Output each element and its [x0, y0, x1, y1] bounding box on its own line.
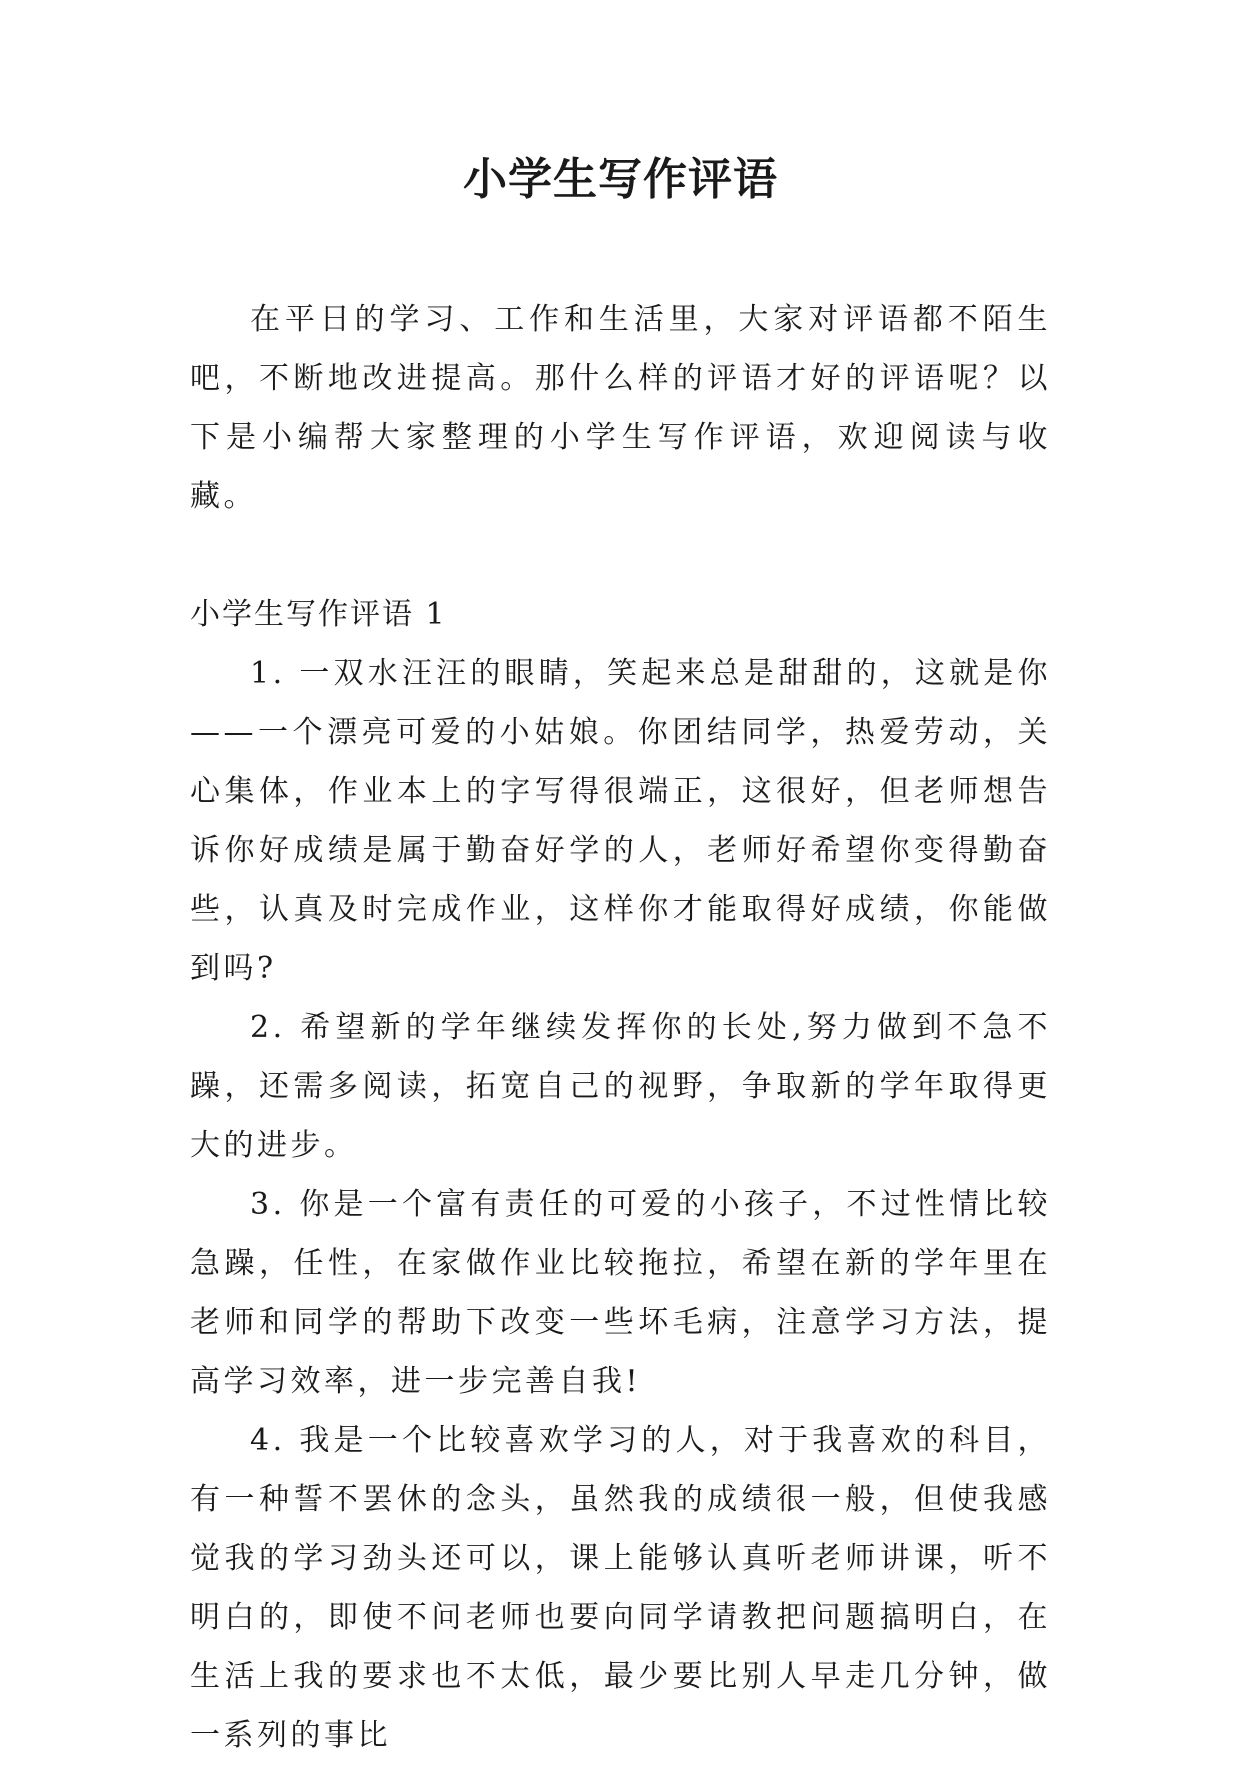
document-title: 小学生写作评语: [463, 154, 778, 205]
section-heading: 小学生写作评语 1: [190, 597, 447, 632]
comment-item-4: 4. 我是一个比较喜欢学习的人，对于我喜欢的科目，有一种誓不罢休的念头，虽然我的成绩很一般，但使我感觉我的学习劲头还可以，课上能够认真听老师讲课，听不明白的，即使不问老师也要向同学请教把问题搞明白，在生活上我的要求也不太低，最少要比别人早走几分钟，做一系列的事比: [190, 1423, 1051, 1753]
comment-item-2: 2. 希望新的学年继续发挥你的长处,努力做到不急不躁，还需多阅读，拓宽自己的视野，争取新的学年取得更大的进步。: [190, 1010, 1051, 1163]
comment-item-1: 1. 一双水汪汪的眼睛，笑起来总是甜甜的，这就是你——一个漂亮可爱的小姑娘。你团结同学，热爱劳动，关心集体，作业本上的字写得很端正，这很好，但老师想告诉你好成绩是属于勤奋好学的人，老师好希望你变得勤奋些，认真及时完成作业，这样你才能取得好成绩，你能做到吗?: [190, 656, 1051, 986]
comment-item-3: 3. 你是一个富有责任的可爱的小孩子，不过性情比较急躁，任性，在家做作业比较拖拉，希望在新的学年里在老师和同学的帮助下改变一些坏毛病，注意学习方法，提高学习效率，进一步完善自我!: [190, 1187, 1051, 1399]
document-body: [190, 290, 1051, 1765]
intro-paragraph: 在平日的学习、工作和生活里，大家对评语都不陌生吧，不断地改进提高。那什么样的评语才好的评语呢？以下是小编帮大家整理的小学生写作评语，欢迎阅读与收藏。: [190, 302, 1051, 514]
